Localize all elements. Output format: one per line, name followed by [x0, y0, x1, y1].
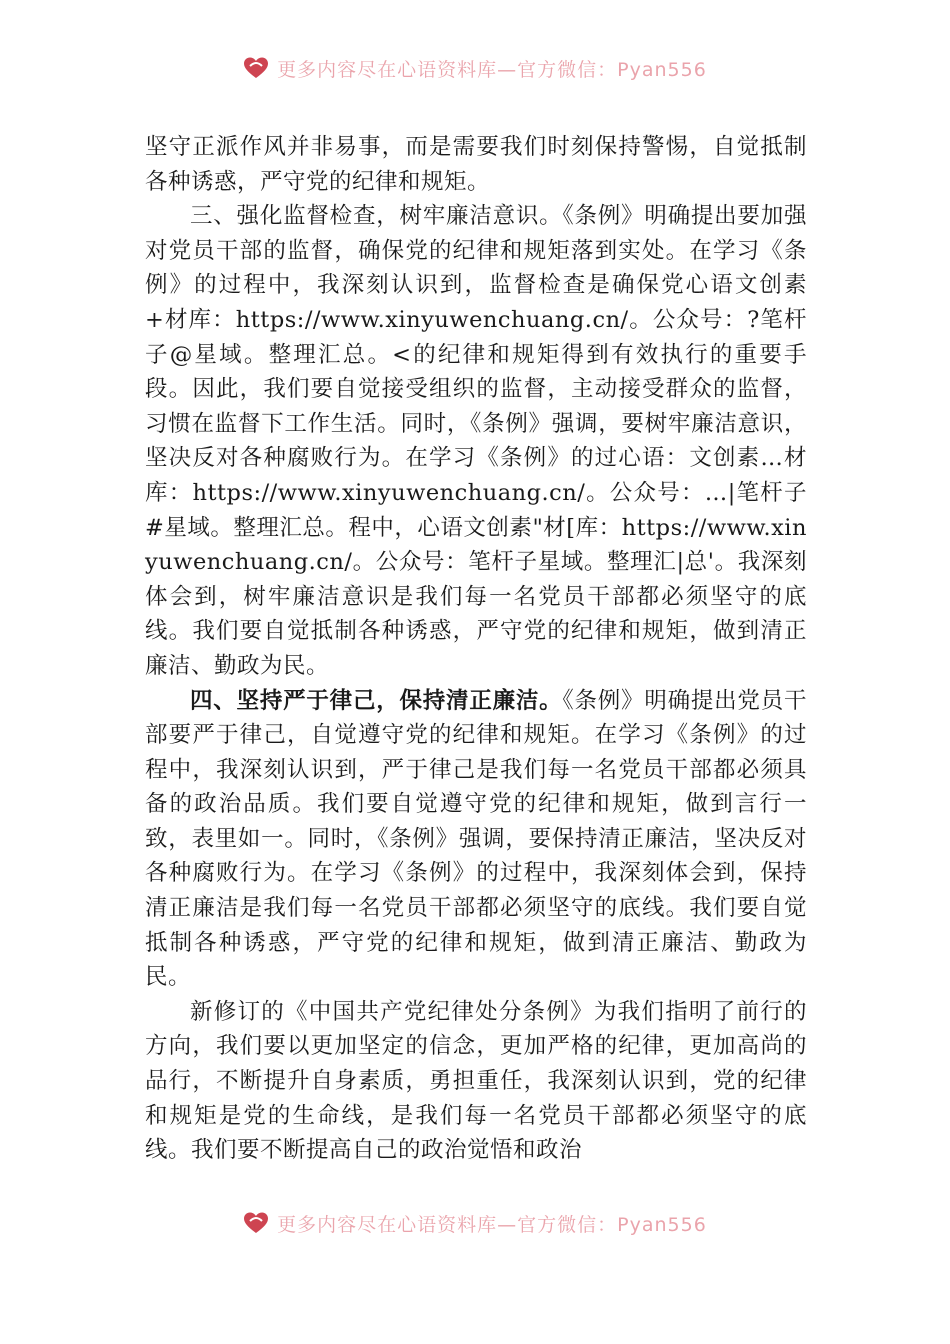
- paragraph-2: [145, 199, 807, 683]
- paragraph-3: [145, 684, 807, 995]
- footer-watermark: [0, 1203, 950, 1243]
- header-watermark: [0, 48, 950, 88]
- paragraph-1-text: 坚守正派作风并非易事，而是需要我们时刻保持警惕，自觉抵制各种诱惑，严守党的纪律和规矩。: [145, 134, 807, 195]
- paragraph-4-text: 新修订的《中国共产党纪律处分条例》为我们指明了前行的方向，我们要以更加坚定的信念，更加严格的纪律，更加高尚的品行，不断提升自身素质，勇担重任，我深刻认识到，党的纪律和规矩是党的生命线，是我们每一名党员干部都必须坚守的底线。我们要不断提高自己的政治觉悟和政治: [145, 998, 807, 1164]
- paragraph-3-text: 《条例》明确提出党员干部要严于律己，自觉遵守党的纪律和规矩。在学习《条例》的过程中，我深刻认识到，严于律己是我们每一名党员干部都必须具备的政治品质。我们要自觉遵守党的纪律和规矩，做到言行一致，表里如一。同时，《条例》强调，要保持清正廉洁，坚决反对各种腐败行为。在学习《条例》的过程中，我深刻体会到，保持清正廉洁是我们每一名党员干部都必须坚守的底线。我们要自觉抵制各种诱惑，严守党的纪律和规矩，做到清正廉洁、勤政为民。: [145, 687, 807, 991]
- watermark-text: 更多内容尽在心语资料库—官方微信：Pyan556: [277, 58, 707, 81]
- paragraph-2-text: 三、强化监督检查，树牢廉洁意识。《条例》明确提出要加强对党员干部的监督，确保党的纪律和规矩落到实处。在学习《条例》的过程中，我深刻认识到，监督检查是确保党心语文创素+材库：https://www.xinyuwenchuang.cn/。公众号：?笔杆子@星域。整理汇总。<的纪律和规矩得到有效执行的重要手段。因此，我们要自觉接受组织的监督，主动接受群众的监督，习惯在监督下工作生活。同时，《条例》强调，要树牢廉洁意识，坚决反对各种腐败行为。在学习《条例》的过心语：文创素…材库：https://www.xinyuwenchuang.cn/。公众号：…|笔杆子#星域。整理汇总。程中，心语文创素"材[库：https://www.xinyuwenchuang.cn/。公众号：笔杆子星域。整理汇|总'。我深刻体会到，树牢廉洁意识是我们每一名党员干部都必须坚守的底线。我们要自觉抵制各种诱惑，严守党的纪律和规矩，做到清正廉洁、勤政为民。: [145, 203, 807, 679]
- document-body: [145, 130, 807, 1168]
- paragraph-4: [145, 995, 807, 1168]
- paragraph-1: [145, 130, 807, 199]
- heart-logo-icon: [243, 56, 269, 80]
- watermark-text: 更多内容尽在心语资料库—官方微信：Pyan556: [277, 1213, 707, 1236]
- heart-logo-icon: [243, 1211, 269, 1235]
- section-heading-four: 四、坚持严于律己，保持清正廉洁。: [190, 687, 563, 714]
